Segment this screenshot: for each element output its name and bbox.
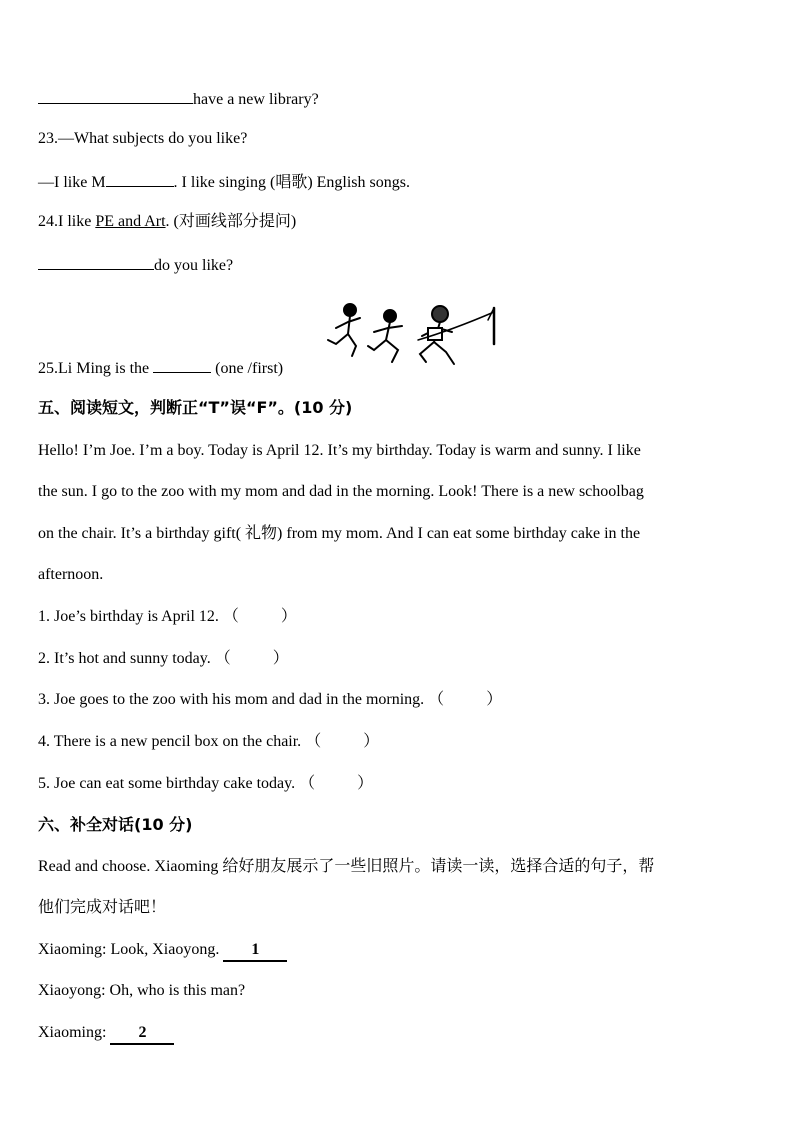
q24-suffix: . (对画线部分提问) <box>165 213 297 230</box>
q24-prefix: 24.I like <box>38 213 96 230</box>
statement-5 <box>38 774 373 794</box>
q25-question <box>38 357 283 379</box>
passage-line: Hello! I’m Joe. I’m a boy. Today is April 12. It’s my birthday. Today is warm and sunny. I like <box>38 442 641 459</box>
q25-prefix: 25.Li Ming is the <box>38 360 154 377</box>
answer-paren[interactable]: （ ） <box>428 691 503 708</box>
passage-line: the sun. I go to the zoo with my mom and dad in the morning. Look! There is a new schoolbag <box>38 483 644 500</box>
statement-text: 5. Joe can eat some birthday cake today. <box>38 775 296 792</box>
q23-answer-line <box>38 171 410 193</box>
answer-blank[interactable] <box>38 254 154 270</box>
answer-paren[interactable]: （ ） <box>214 650 289 667</box>
q25-suffix: (one /first) <box>211 360 284 377</box>
statement-text: 4. There is a new pencil box on the chair. <box>38 733 302 750</box>
passage-line: on the chair. It’s a birthday gift( 礼物) from my mom. And I can eat some birthday cake in the <box>38 525 641 542</box>
answer-paren[interactable]: （ ） <box>305 733 380 750</box>
passage-line: afternoon. <box>38 566 104 583</box>
dialog-line-3 <box>38 1023 174 1045</box>
answer-blank[interactable] <box>106 171 174 187</box>
dialog-line-1 <box>38 940 287 962</box>
answer-paren[interactable]: （ ） <box>299 775 374 792</box>
section6-instruction: 他们完成对话吧！ <box>38 899 167 916</box>
statement-text: 1. Joe’s birthday is April 12. <box>38 608 219 625</box>
q24-answer-suffix: do you like? <box>154 257 234 274</box>
statement-text: 3. Joe goes to the zoo with his mom and dad in the morning. <box>38 691 425 708</box>
q23-answer-suffix: . I like singing (唱歌) English songs. <box>173 174 410 191</box>
section6-instruction: Read and choose. Xiaoming 给好朋友展示了一些旧照片。请读一读，选择合适的句子，帮 <box>38 858 655 875</box>
answer-blank[interactable]: 2 <box>110 1023 174 1045</box>
answer-blank[interactable] <box>153 357 211 373</box>
q23-answer-prefix: —I like M <box>38 174 106 191</box>
q24-question <box>38 212 296 232</box>
q24-underlined: PE and Art <box>95 213 166 230</box>
q23-question: 23.—What subjects do you like? <box>38 130 248 147</box>
statement-3 <box>38 690 502 710</box>
section6-heading: 六、补全对话(10 分) <box>38 815 193 834</box>
dialog-line-2: Xiaoyong: Oh, who is this man? <box>38 982 246 999</box>
answer-blank[interactable]: 1 <box>223 940 287 962</box>
q22-text: have a new library? <box>193 91 319 108</box>
answer-paren[interactable]: （ ） <box>222 608 297 625</box>
answer-blank[interactable] <box>38 88 193 104</box>
dialog-text: Xiaoming: Look, Xiaoyong. <box>38 941 224 958</box>
q22-line <box>38 88 319 110</box>
dialog-text: Xiaoming: <box>38 1024 111 1041</box>
statement-2 <box>38 649 289 669</box>
statement-1 <box>38 607 297 627</box>
running-race-icon <box>322 300 502 372</box>
section5-heading: 五、阅读短文，判断正“T”误“F”。(10 分) <box>38 398 353 417</box>
statement-4 <box>38 732 379 752</box>
q24-answer-line <box>38 254 233 276</box>
statement-text: 2. It’s hot and sunny today. <box>38 650 211 667</box>
